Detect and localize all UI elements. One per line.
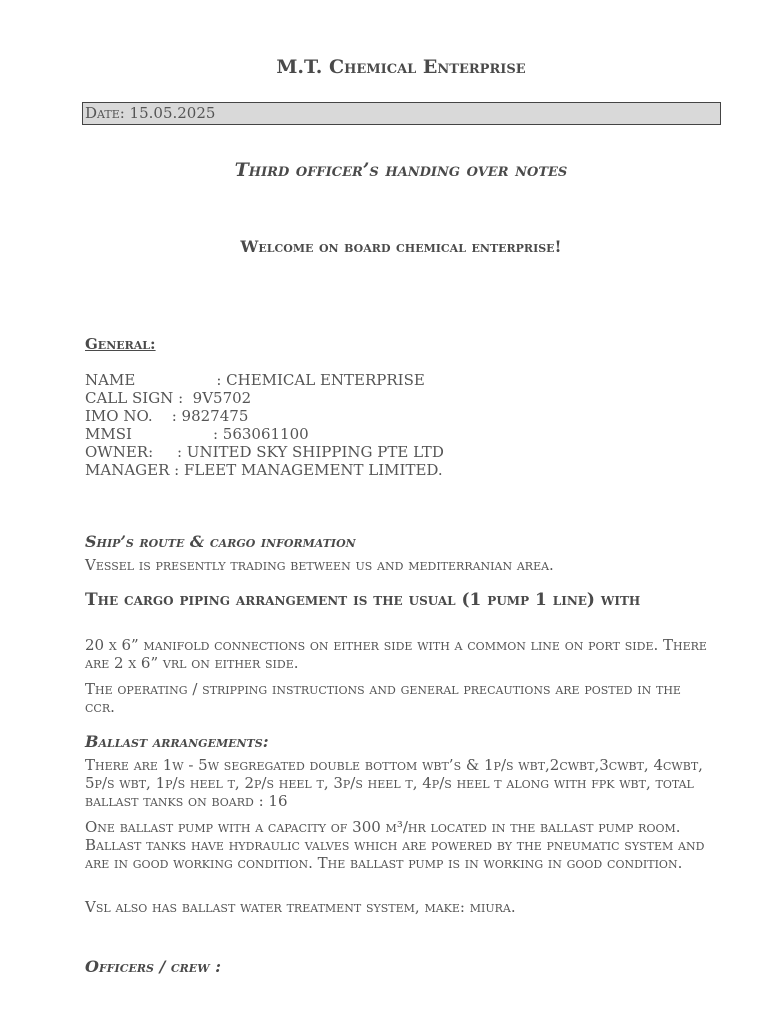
cargo-heading: The cargo piping arrangement is the usual (1 pump 1 line) with	[85, 590, 641, 610]
route-heading: Ship’s route & cargo information	[85, 532, 356, 551]
info-name-line: NAME : CHEMICAL ENTERPRISE	[85, 371, 425, 389]
general-heading: General:	[85, 335, 156, 353]
ballast-paragraph-1: There are 1w - 5w segregated double bottom wbt’s & 1p/s wbt,2cwbt,3cwbt, 4cwbt, 5p/s wbt, 1p/s heel t, 2p/s heel t, 3p/s heel t, 4p/s heel t along with fpk wbt, total ballast tanks on board : 16	[85, 756, 703, 810]
info-mmsi-line: MMSI : 563061100	[85, 425, 309, 443]
welcome-message: Welcome on board chemical enterprise!	[240, 237, 562, 256]
info-imo-line: IMO NO. : 9827475	[85, 407, 249, 425]
ballast-heading: Ballast arrangements:	[85, 732, 269, 751]
route-text: Vessel is presently trading between us and mediterranian area.	[85, 556, 554, 574]
info-manager-line: MANAGER : FLEET MANAGEMENT LIMITED.	[85, 461, 443, 479]
ballast-paragraph-2: One ballast pump with a capacity of 300 m³/hr located in the ballast pump room. Ballast tanks have hydraulic valves which are powered by the pneumatic system and are in good working condition. The ballast pump is in working in good condition.	[85, 818, 705, 872]
document-subtitle: Third officer’s handing over notes	[234, 159, 568, 181]
ballast-paragraph-3: Vsl also has ballast water treatment system, make: miura.	[85, 898, 516, 916]
info-owner-line: OWNER: : UNITED SKY SHIPPING PTE LTD	[85, 443, 444, 461]
document-title: M.T. Chemical Enterprise	[276, 56, 526, 78]
cargo-paragraph-2: The operating / stripping instructions and general precautions are posted in the ccr.	[85, 680, 681, 716]
date-field: Date: 15.05.2025	[82, 102, 721, 125]
officers-heading: Officers / crew :	[85, 957, 222, 976]
cargo-paragraph-1: 20 x 6” manifold connections on either side with a common line on port side. There are 2 x 6” vrl on either side.	[85, 636, 707, 672]
info-callsign-line: CALL SIGN : 9V5702	[85, 389, 252, 407]
